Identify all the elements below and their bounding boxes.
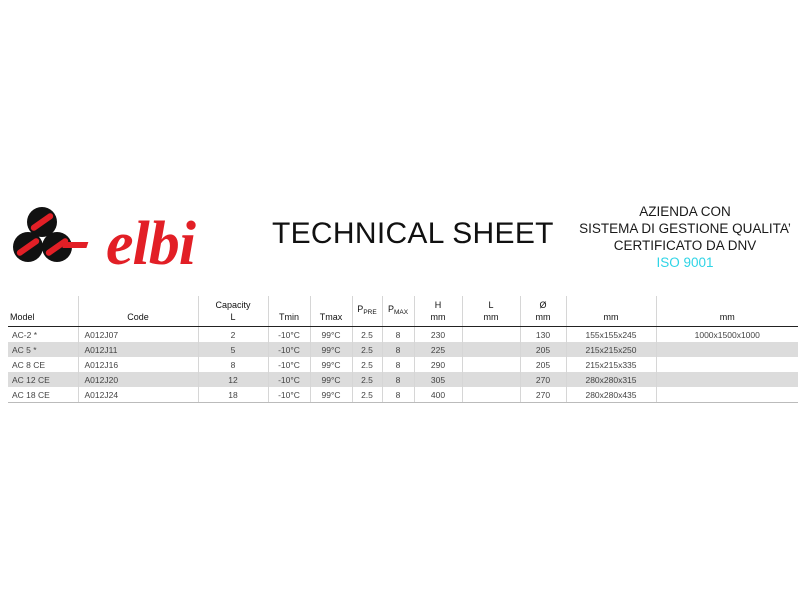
- elbi-emblem-icon: [13, 207, 72, 262]
- table-cell: A012J24: [78, 387, 198, 403]
- table-row: [8, 372, 798, 387]
- header-top: [271, 299, 308, 311]
- table-cell: -10°C: [268, 357, 310, 372]
- header-top: [81, 299, 196, 311]
- table-header-row: [8, 296, 798, 327]
- table-cell: AC 12 CE: [8, 372, 78, 387]
- table-cell: 230: [414, 327, 462, 343]
- table-cell: 305: [414, 372, 462, 387]
- elbi-wordmark: elbi: [106, 210, 195, 272]
- column-header: [268, 296, 310, 327]
- table-row: [8, 357, 798, 372]
- table-cell: 215x215x250: [566, 342, 656, 357]
- header-bottom: L: [230, 312, 236, 322]
- table-cell: [462, 387, 520, 403]
- table-cell: 400: [414, 387, 462, 403]
- table-row: [8, 342, 798, 357]
- column-header: [78, 296, 198, 327]
- column-header: [198, 296, 268, 327]
- table-cell: 8: [382, 387, 414, 403]
- page-title: TECHNICAL SHEET: [272, 217, 554, 250]
- column-header: [656, 296, 798, 327]
- table-cell: 2.5: [352, 357, 382, 372]
- table-cell: A012J20: [78, 372, 198, 387]
- header-bottom: Code: [127, 312, 149, 322]
- column-header: [520, 296, 566, 327]
- table-cell: 99°C: [310, 372, 352, 387]
- table-cell: 99°C: [310, 342, 352, 357]
- table-cell: 18: [198, 387, 268, 403]
- cert-line-2: SISTEMA DI GESTIONE QUALITA’: [579, 221, 791, 236]
- header-bottom: mm: [483, 312, 499, 322]
- table-cell: 290: [414, 357, 462, 372]
- table-cell: 280x280x315: [566, 372, 656, 387]
- column-header: [414, 296, 462, 327]
- elbi-logo: [10, 200, 242, 272]
- header-top: [569, 299, 654, 311]
- header-top: H: [434, 300, 442, 310]
- header-bottom: mm: [535, 312, 551, 322]
- header-subscript: PRE: [363, 309, 377, 316]
- table-cell: 2.5: [352, 387, 382, 403]
- cert-line-3: CERTIFICATO DA DNV: [613, 238, 757, 253]
- table-cell: 215x215x335: [566, 357, 656, 372]
- table-cell: 225: [414, 342, 462, 357]
- table-cell: [462, 357, 520, 372]
- table-cell: AC 5 *: [8, 342, 78, 357]
- header-top: Ø: [539, 300, 547, 310]
- table-cell: [462, 342, 520, 357]
- header-main: P: [387, 304, 394, 314]
- header: [0, 195, 800, 280]
- table-cell: 99°C: [310, 387, 352, 403]
- table-cell: 205: [520, 342, 566, 357]
- table-cell: 5: [198, 342, 268, 357]
- table-cell: 2.5: [352, 372, 382, 387]
- table-cell: -10°C: [268, 387, 310, 403]
- header-bottom: mm: [719, 312, 735, 322]
- table-cell: 8: [382, 327, 414, 343]
- column-header: [382, 296, 414, 327]
- header-top: Capacity: [215, 300, 251, 310]
- header-bottom: mm: [603, 312, 619, 322]
- table-cell: [462, 327, 520, 343]
- table-cell: [656, 357, 798, 372]
- header-bottom: Tmin: [279, 312, 299, 322]
- table-cell: AC 8 CE: [12, 359, 46, 370]
- table-cell: 2.5: [352, 342, 382, 357]
- table-cell: A012J11: [78, 342, 198, 357]
- table-cell: [462, 372, 520, 387]
- technical-spec-table: [8, 296, 798, 403]
- table-cell: [656, 387, 798, 403]
- certification-block: [565, 203, 800, 271]
- table-cell: AC 18 CE: [8, 387, 78, 403]
- cert-line-1: AZIENDA CON: [639, 204, 731, 219]
- header-top: L: [488, 300, 494, 310]
- table-cell: 8: [382, 342, 414, 357]
- table-cell: 155x155x245: [566, 327, 656, 343]
- header-bottom: mm: [430, 312, 446, 322]
- table-cell: 12: [198, 372, 268, 387]
- header-bottom: Tmax: [319, 312, 343, 322]
- table-cell: AC-2 *: [12, 329, 38, 340]
- column-header: [8, 296, 78, 327]
- table-cell: A012J16: [78, 357, 198, 372]
- table-cell: -10°C: [268, 327, 310, 343]
- header-main: P: [357, 304, 364, 314]
- header-top: [659, 299, 797, 311]
- table-cell: 8: [382, 372, 414, 387]
- column-header: [352, 296, 382, 327]
- table-row: [8, 327, 798, 343]
- column-header: [566, 296, 656, 327]
- table-cell: A012J07: [78, 327, 198, 343]
- table-cell: 1000x1500x1000: [656, 327, 798, 343]
- table-cell: 205: [520, 357, 566, 372]
- table-cell: 130: [520, 327, 566, 343]
- table-cell: 8: [382, 357, 414, 372]
- table-cell: -10°C: [268, 342, 310, 357]
- table-cell: 270: [520, 387, 566, 403]
- column-header: [310, 296, 352, 327]
- table-body: [8, 327, 798, 403]
- column-header: [462, 296, 520, 327]
- header-top: [10, 299, 76, 311]
- table-cell: 99°C: [310, 357, 352, 372]
- table-cell: 99°C: [310, 327, 352, 343]
- table-cell: [656, 342, 798, 357]
- iso-standard: ISO 9001: [656, 255, 714, 270]
- table-row: [8, 387, 798, 403]
- header-top: [313, 299, 350, 311]
- table-cell: 8: [198, 357, 268, 372]
- table-cell: 2.5: [352, 327, 382, 343]
- header-subscript: MAX: [393, 309, 409, 316]
- header-bottom: Model: [10, 312, 35, 322]
- table-cell: [656, 372, 798, 387]
- table-cell: 2: [198, 327, 268, 343]
- table-cell: -10°C: [268, 372, 310, 387]
- table-cell: 270: [520, 372, 566, 387]
- table-cell: 280x280x435: [566, 387, 656, 403]
